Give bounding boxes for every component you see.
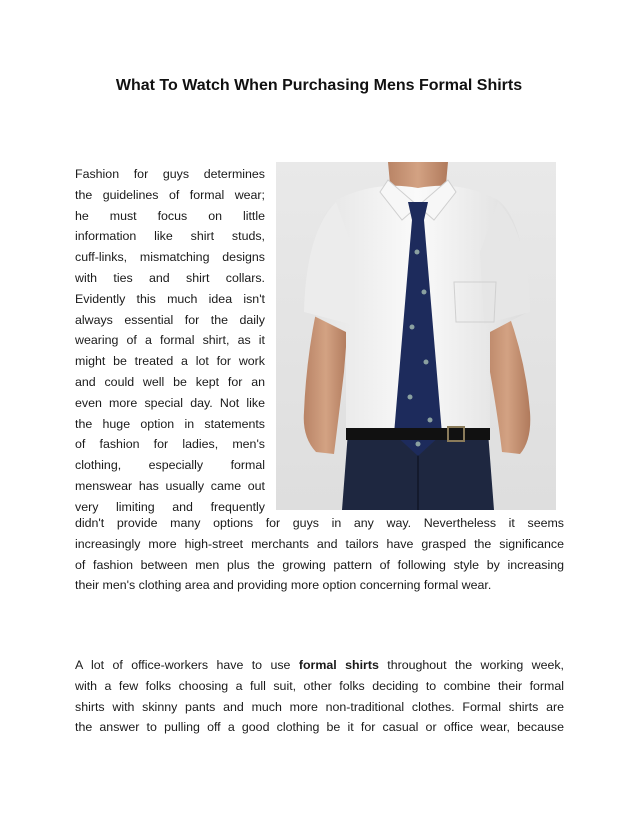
shirt-photo-illustration	[276, 162, 556, 510]
text-segment: throughout the working week,	[378, 658, 565, 672]
text-segment: with a few folks choosing a full suit, other folks deciding to combine their formal	[75, 678, 564, 693]
text-line: the huge option in statements	[75, 416, 265, 431]
paragraph-1-wrapped	[75, 164, 265, 518]
text-line: wearing of a formal shirt, as it	[75, 333, 265, 348]
page-title: What To Watch When Purchasing Mens Formal Shirts	[115, 77, 523, 94]
text-line: increasingly more high-street merchants and tailors have grasped the significance	[75, 536, 564, 551]
text-line	[75, 697, 564, 718]
text-line: Fashion for guys determines	[75, 167, 265, 181]
text-line: and could well be kept for an	[75, 374, 265, 389]
text-line: of fashion between men plus the growing pattern of following style by increasing	[75, 557, 564, 572]
text-line: he must focus on little	[75, 208, 265, 223]
text-line: always essential for the daily	[75, 312, 265, 327]
text-segment: A lot of office-workers have to use	[75, 658, 299, 672]
text-line: very limiting and frequently	[75, 499, 265, 514]
text-line: Evidently this much idea isn't	[75, 291, 265, 306]
formal-shirts-link: formal shirts	[298, 658, 379, 672]
text-line: menswear has usually came out	[75, 478, 265, 493]
text-line: cuff-links, mismatching designs	[75, 250, 265, 265]
text-line: of fashion for ladies, men's	[75, 437, 265, 452]
text-line: clothing, especially formal	[75, 458, 265, 473]
paragraph-2	[75, 655, 564, 738]
text-line: might be treated a lot for work	[75, 354, 265, 369]
text-line	[75, 717, 564, 738]
text-line	[75, 676, 564, 697]
text-line: with ties and shirt collars.	[75, 270, 265, 285]
text-line: their men's clothing area and providing more option concerning formal wear.	[75, 578, 492, 593]
text-line: even more special day. Not like	[75, 395, 265, 410]
man-in-white-shirt-and-blue-tie-photo	[276, 162, 556, 510]
paragraph-1-full	[75, 513, 564, 596]
text-segment: shirts with skinny pants and much more non-traditional clothes. Formal shirts are	[75, 699, 564, 714]
text-line: the guidelines of formal wear;	[75, 187, 265, 202]
text-segment: the answer to pulling off a good clothing be it for casual or office wear, because	[75, 720, 564, 735]
text-line	[75, 655, 564, 676]
text-line: didn't provide many options for guys in any way. Nevertheless it seems	[75, 516, 564, 530]
text-line: information like shirt studs,	[75, 229, 265, 244]
